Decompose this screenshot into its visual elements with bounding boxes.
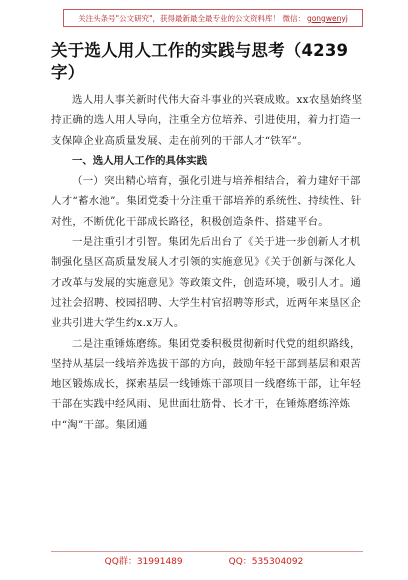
header-banner <box>63 9 363 27</box>
section-heading: 一、选人用人工作的具体实践 <box>72 154 208 167</box>
wechat-link[interactable]: gongwenyj <box>306 13 348 23</box>
document-title: 关于选人用人工作的实践与思考（4239字） <box>51 41 349 82</box>
footer-qq-group: QQ群：31991489 <box>104 557 183 567</box>
body-paragraph: 二是注重锤炼磨练。集团党委积极贯彻新时代党的组织路线，坚持从基层一线培养选拔干部的方向，鼓励年轻干部到基层和艰苦地区锻炼成长，探索基层一线锤炼干部项目一线磨练干部，让年轻干部在实践中经风雨、见世面壮筋骨、长才干，在锤炼磨练淬炼中“淘”干部。集团通 <box>51 337 362 431</box>
intro-paragraph: 选人用人事关新时代伟大奋斗事业的兴衰成败。xx农垦始终坚持正确的选人用人导向，注重全方位培养、引进使用，着力打造一支保障企业高质量发展、走在前列的干部人才“铁军”。 <box>51 94 363 147</box>
footer-divider <box>51 551 363 552</box>
body-paragraph: 一是注重引才引智。集团先后出台了《关于进一步创新人才机制强化垦区高质量发展人才引领的实施意见》《关于创新与深化人才改革与发展的实施意见》等政策文件，创造环境，吸引人才。通过社会招聘、校园招聘、大学生村官招聘等形式，近两年来垦区企业共引进大学生约x.x万人。 <box>51 236 362 330</box>
page-footer <box>0 554 408 570</box>
footer-qq-contact: QQ：535304092 <box>228 557 304 567</box>
body-paragraph: （一）突出精心培育，强化引进与培养相结合，着力建好干部人才“蓄水池”。集团党委十分注重干部培养的系统性、持续性、针对性，不断优化干部成长路径，积极创造条件、搭建平台。 <box>51 175 362 228</box>
document-body <box>51 40 363 435</box>
banner-text: 关注头条号"公文研究"，获得最新最全最专业的公文资料库！ 微信： <box>78 13 305 23</box>
